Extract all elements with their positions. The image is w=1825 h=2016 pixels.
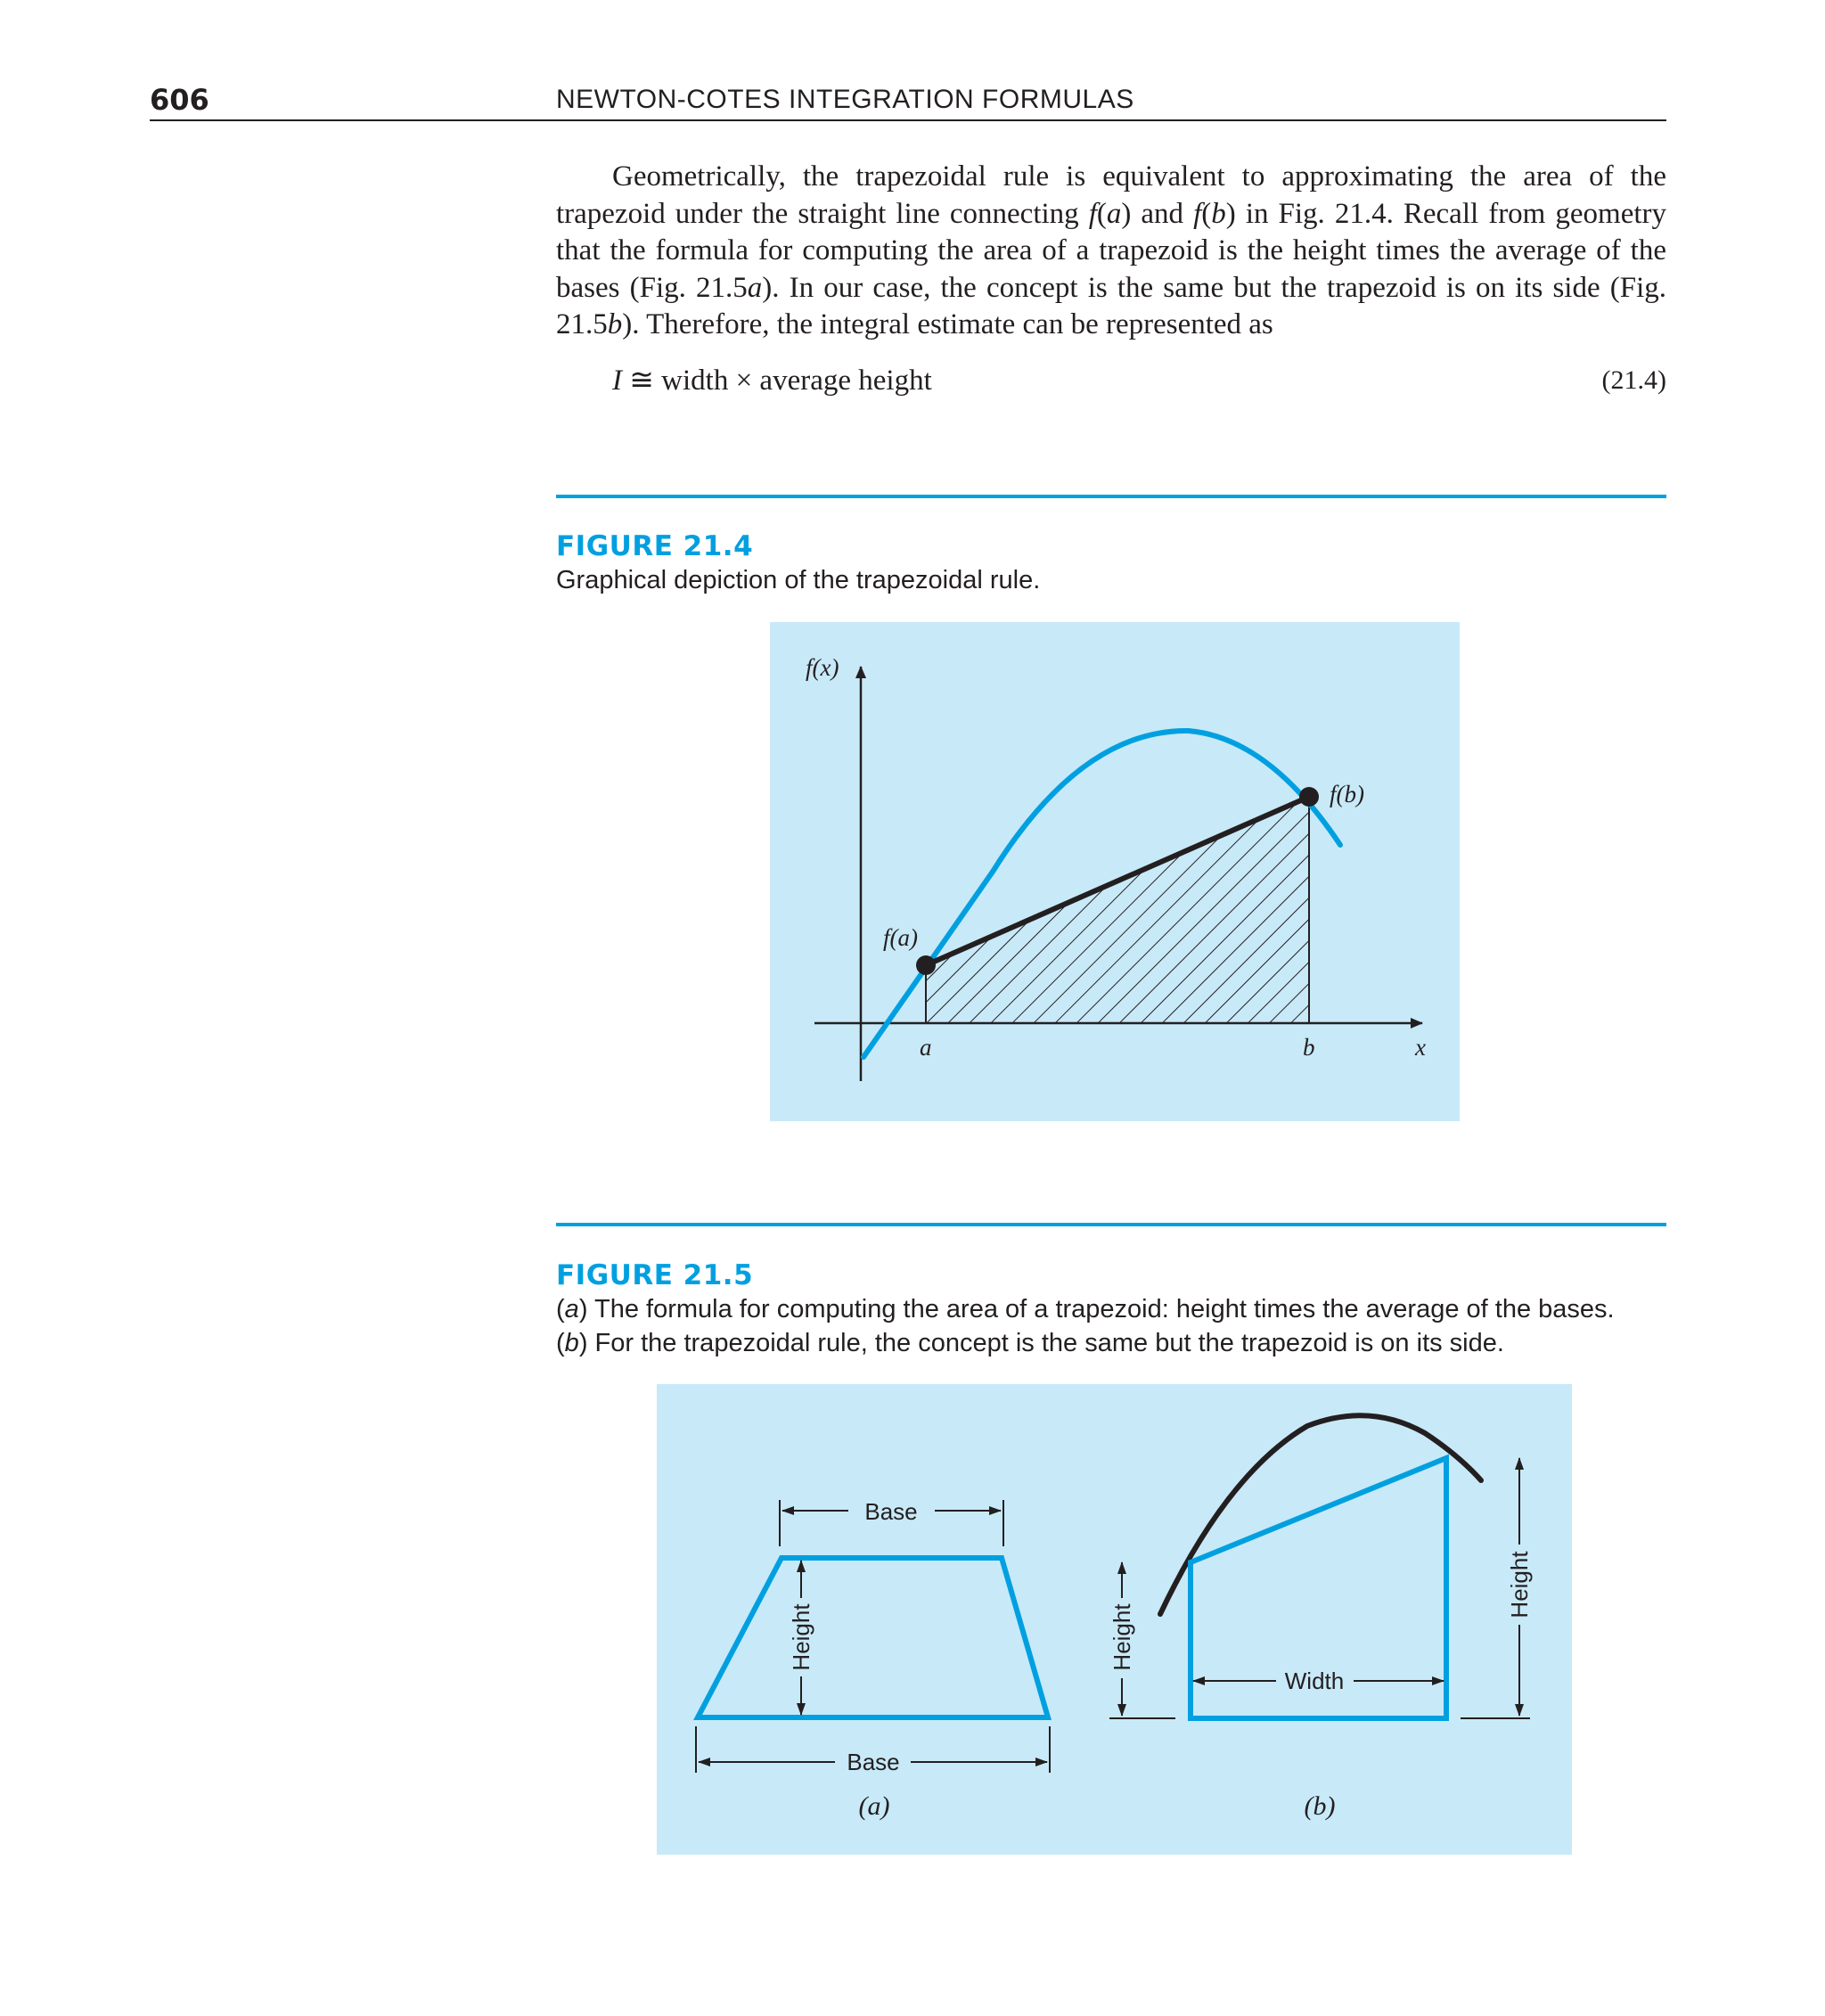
equation-lhs: I [612,365,622,397]
equation-rhs: ≅ width × average height [622,365,932,397]
fb-close-paren: ) [1225,197,1236,230]
paragraph-text: and [1131,197,1194,230]
running-head [150,82,1666,121]
panel-b-sublabel: (b) [1304,1791,1336,1821]
fa-function: f [1088,197,1097,230]
figure-21-4-rule [556,495,1666,498]
fb-argument: b [1211,197,1226,230]
figure-ref-a: a [747,271,763,304]
paragraph-text: Geometrically, the trapezoidal rule is equivalent to approximating the area of the trapezoid under the straight line connecting [556,160,1666,230]
figure-21-4-caption: Graphical depiction of the trapezoidal rule. [556,566,1041,594]
function-curve-b [1160,1415,1481,1614]
tick-label-b: b [1303,1034,1315,1061]
figure-21-5-caption-a: (a) The formula for computing the area of a trapezoid: height times the average of the bases. [556,1295,1615,1324]
bottom-base-label: Base [847,1749,900,1775]
paragraph-text: ). In our case, the concept is the same but the trapezoid is on its side (Fig. 21.5 [556,271,1666,340]
x-axis-label: x [1415,1034,1426,1061]
figure-21-4-panel [770,622,1460,1121]
trapezoid-a [698,1558,1048,1717]
caption-text-a: The formula for computing the area of a trapezoid: height times the average of the bases. [587,1295,1615,1324]
equation [612,362,932,399]
fb-open-paren: ( [1201,197,1212,230]
top-base-label: Base [864,1498,918,1525]
equation-number: (21.4) [1601,365,1666,395]
point-fb-label: f(b) [1330,781,1364,807]
fb-function: f [1193,197,1202,230]
panel-a-sublabel: (a) [858,1791,890,1821]
y-axis-label: f(x) [806,654,839,681]
fa-close-paren: ) [1121,197,1132,230]
page-number: 606 [150,83,209,117]
caption-tag-b: b [564,1329,579,1357]
paragraph-text: in Fig. 21.4. Recall from geometry that the formula for computing the area of a trapezoid is the height times the average of the bases (Fig. 21.5 [556,197,1667,304]
trapezoid-hatched-area [926,797,1309,1023]
fa-open-paren: ( [1096,197,1107,230]
left-height-label: Height [1109,1603,1135,1671]
figure-ref-b: b [607,308,623,340]
figure-21-5-panel [657,1384,1572,1855]
panel-a [696,1498,1050,1821]
right-height-label: Height [1506,1551,1533,1619]
figure-21-5-rule [556,1223,1666,1226]
chapter-title: NEWTON-COTES INTEGRATION FORMULAS [556,85,1134,114]
tick-label-a: a [920,1034,932,1061]
panel-b [1109,1415,1533,1821]
figure-21-4-label: FIGURE 21.4 [556,530,754,562]
caption-text-b: For the trapezoidal rule, the concept is the same but the trapezoid is on its side. [587,1329,1504,1357]
point-fa-marker [916,955,936,975]
height-a-label: Height [788,1603,814,1671]
caption-tag-a: a [564,1295,579,1324]
paragraph-text: ). Therefore, the integral estimate can be represented as [622,308,1273,340]
figure-21-5-graphic [657,1384,1572,1855]
width-label: Width [1284,1668,1345,1694]
fa-argument: a [1106,197,1122,230]
point-fb-marker [1299,787,1319,807]
body-paragraph [556,159,1666,344]
figure-21-4-graphic [770,622,1460,1121]
figure-21-5-label: FIGURE 21.5 [556,1259,754,1291]
figure-21-5-caption-b: (b) For the trapezoidal rule, the concept is the same but the trapezoid is on its side. [556,1329,1504,1357]
point-fa-label: f(a) [883,924,918,951]
